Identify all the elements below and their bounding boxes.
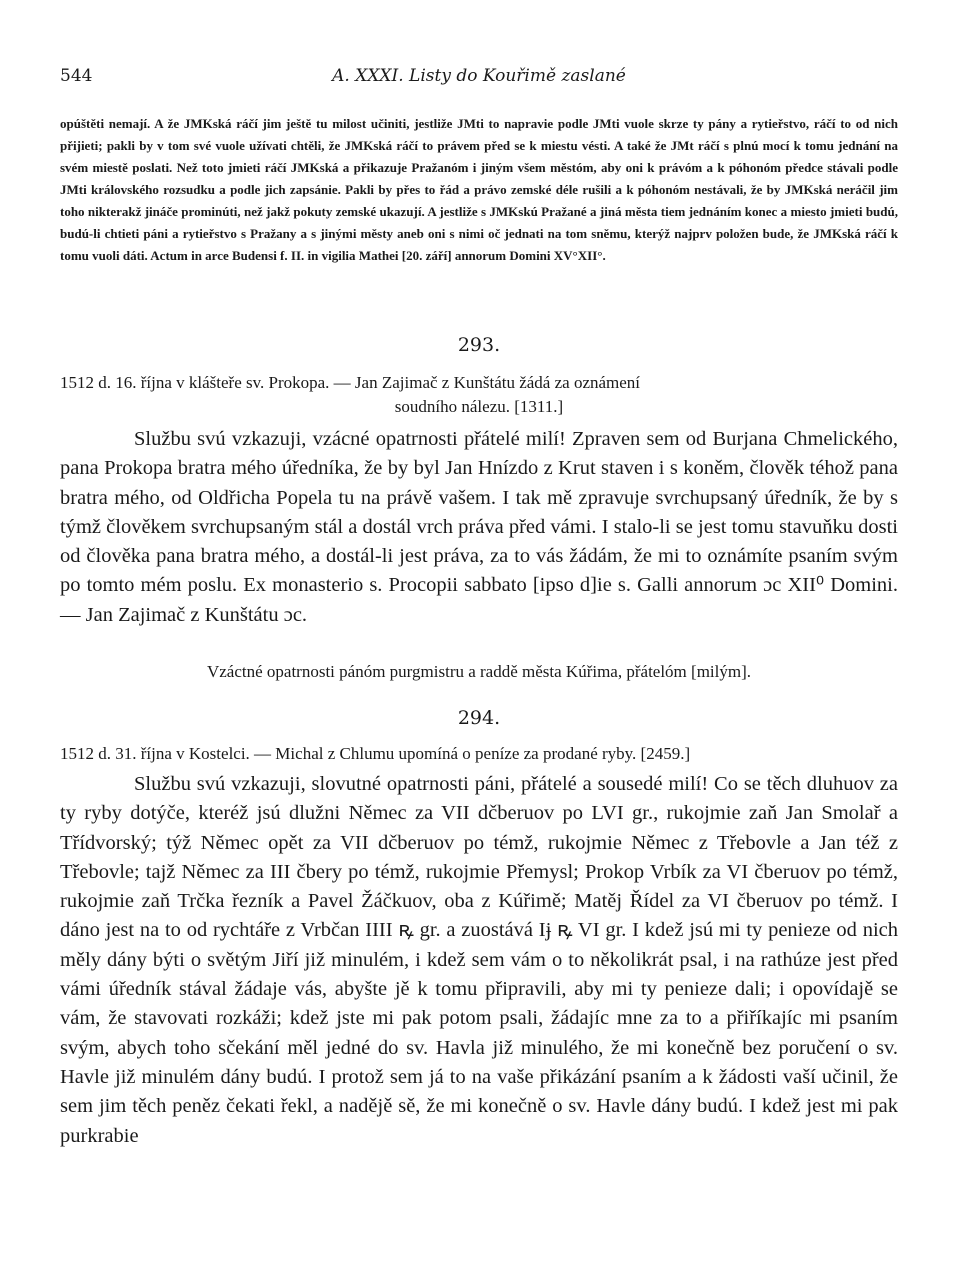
letter-address-293: Vzáctné opatrnosti pánóm purgmistru a raddě města Kúřima, přátelóm [milým]. <box>206 662 751 681</box>
document-heading-294: 1512 d. 31. října v Kostelci. — Michal z Chlumu upomíná o peníze za prodané ryby. [2459.] <box>60 744 691 763</box>
document-body-294 <box>60 770 898 1151</box>
page-number: 544 <box>60 66 93 86</box>
document-number-293: 293. <box>457 334 501 356</box>
letter-text-294: Službu svú vzkazuji, slovutné opatrnosti páni, přátelé a sousedé milí! Co se těch dluhuov za ty ryby dotýče, kteréž jsú dlužni Němec za VII dčberuov po LVI gr., rukojmie zaň Jan Smolař a Třídvorský; týž Němec opět za VII dčberuov po témž, rukojmie Němec z Třebovle a Jan též z Třebovle; tajž Němec za III čbery po témž, rukojmie Přemysl; Prokop Vrbík za VI čberuov po témž, rukojmie zaň Trčka řezník a Pavel Žáčkuov, oba z Kúřimě; Matěj Řídel za VI čberuov po témž. I dáno jest na to od rychtáře z Vrbčan IIII ꝶ gr. a zuostává Iɉ ꝶ VI gr. I kdež jsú mi ty penieze od nich měly dány býti o světým Jiří již minulém, i kdež sem vám o to několikrát psal, i na rathúze jest před vámi úředník stával žádaje vás, abyšte jě k tomu připravili, aby mi ty penieze dali; i opovídajě se vám, že stavovati rozkáži; kdež jste mi pak potom psali, žádajíc mne za to a přiříkajíc mi psaním svým, abych toho sčekání měl jedné do sv. Havla již minulého, že mi konečně bez poručení o sv. Havle již minulém dány budú. I protož sem já to na vaše přikázání psaním a k žádosti vaší učinil, že sem jim těch peněz čekati řekl, a nadějě sě, že mi konečně o sv. Havle dány budú. I kdež jest mi pak purkrabie <box>60 773 898 1147</box>
running-title: A. XXXI. Listy do Kouřimě zaslané <box>332 66 626 86</box>
continuation-text: opúštěti nemají. A že JMKská ráčí jim ještě tu milost učiniti, jestliže JMti to napravie podle JMti vuole skrze ty pány a rytieřstvo, ráčí to od nich přijieti; pakli by v tom své vuole užívati chtěli, že JMKská ráčí to právem před se k miestu vésti. A také že JMt ráčí s plnú mocí k tomu jednání na svém miestě poslati. Než toto jmieti ráčí JMKská a přikazuje Pražanóm i jiným všem městóm, aby oni k právóm a k póhonóm předce stávali podle JMti královského rozsudku a podle jich zapsánie. Pakli by přes to řád a právo zemské déle rušili a k póhonóm nestávali, že by JMKská neráčil jim toho nikterakž jináče prominúti, než jakž pokuty zemské ukazují. A jestliže s JMKskú Pražané a jiná města tiem jednáním konec a miesto jmieti budú, budú-li chtieti páni a rytieřstvo s Pražany a s jinými městy aneb oni s nimi oč jednati na tom sněmu, kterýž najprv položen bude, že JMKská ráčí k tomu vuoli dáti. Actum in arce Budensi f. II. in vigilia Mathei [20. září] annorum Domini XV°XII°. <box>60 116 898 263</box>
page-header <box>60 66 898 92</box>
document-heading-293 <box>60 371 898 419</box>
letter-text-293: Službu svú vzkazuji, vzácné opatrnosti přátelé milí! Zpraven sem od Burjana Chmelického, pana Prokopa bratra mého úředníka, že by byl Jan Hnízdo z Krut staven i s koněm, člověk téhož pana bratra mého, od Oldřicha Popela tu na právě vašem. I tak mě zpravuje svrchupsaný úředník, že by s týmž člověkem svrchupsaným stál a dostál vrch práva před vámi. I stalo-li se jest tomu stavuňku dosti od člověka pana bratra mého, a dostál-li jest práva, za to vás žádám, že mi to oznámíte psaním svým po tomto mém poslu. Ex monasterio s. Procopii sabbato [ipso d]ie s. Galli annorum ɔc XII⁰ Domini. — Jan Zajimač z Kunštátu ɔc. <box>60 428 898 626</box>
heading-293-line-1: 1512 d. 16. října v klášteře sv. Prokopa. — Jan Zajimač z Kunštátu žádá za oznámení <box>60 373 641 392</box>
document-number-294: 294. <box>457 707 501 729</box>
document-body-293 <box>60 425 898 630</box>
heading-293-line-2: soudního nálezu. [1311.] <box>394 397 564 416</box>
continuation-paragraph <box>60 113 898 267</box>
